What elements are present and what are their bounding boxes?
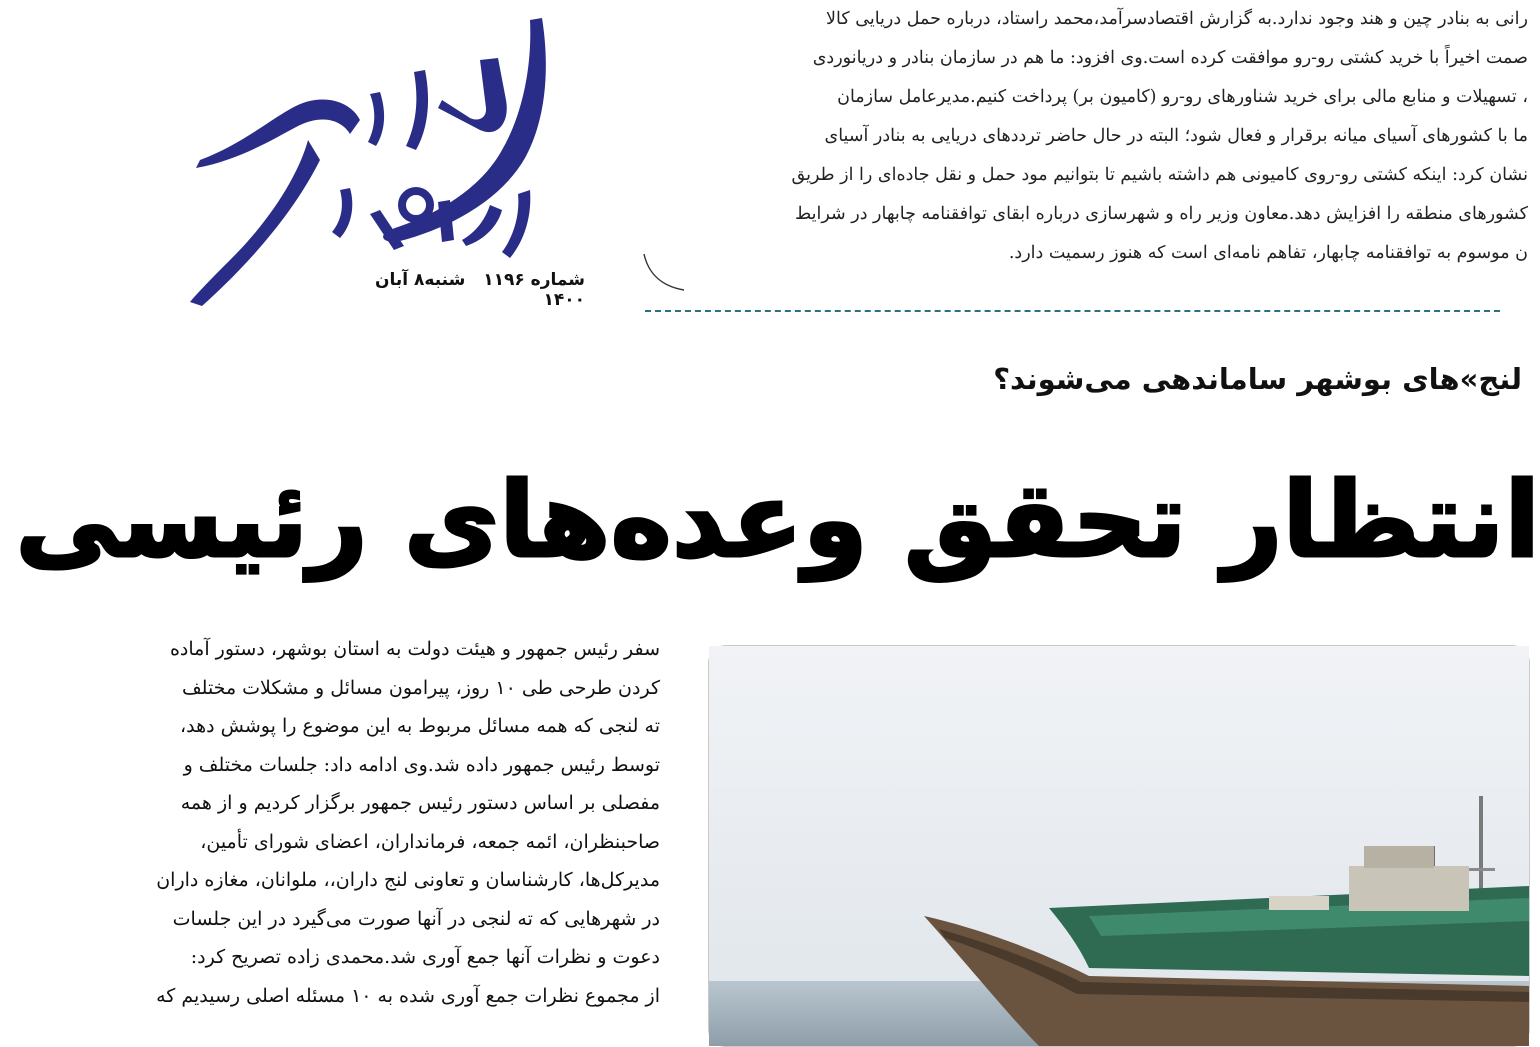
body-line: مدیرکل‌ها، کارشناسان و تعاونی لنج داران،، ملوانان، مغازه داران [156, 869, 660, 891]
article-photo [708, 645, 1530, 1047]
dateline [340, 270, 585, 310]
section-divider [645, 310, 1500, 312]
issue-number: شماره ۱۱۹۶ [483, 270, 585, 290]
kicker-text: لنج»های بوشهر ساماندهی می‌شوند؟ [993, 362, 1522, 396]
article-line: صمت اخیراً با خرید کشتی رو-رو موافقت کرده است.وی افزود: ما هم در سازمان بنادر و دریانوردی [812, 48, 1528, 68]
corner-fold-mark [640, 250, 690, 295]
photo-cargo-dhow [709, 646, 1529, 1046]
kicker [900, 362, 1522, 412]
body-column [65, 630, 660, 1019]
article-line: کشورهای منطقه را افزایش دهد.معاون وزیر راه و شهرسازی درباره ابقای توافقنامه چابهار در شرایط [795, 204, 1528, 224]
top-article [668, 0, 1528, 270]
body-line: در شهرهایی که ته لنجی در آنها صورت می‌گیرد در این جلسات [172, 907, 660, 930]
article-line: ما با کشورهای آسیای میانه برقرار و فعال شود؛ البته در حال حاضر ترددهای دریایی به بنادر آسیای [824, 126, 1528, 146]
issue-date: شنبه۸ آبان ۱۴۰۰ [374, 270, 585, 310]
article-line: رانی به بنادر چین و هند وجود ندارد.به گزارش اقتصادسرآمد،محمد راستاد، درباره حمل دریایی کالا [826, 9, 1528, 29]
body-line: توسط رئیس جمهور داده شد.وی ادامه داد: جلسات مختلف و [183, 753, 660, 776]
body-line: دعوت و نظرات آنها جمع آوری شد.محمدی زاده تصریح کرد: [190, 946, 660, 968]
logo-graphic [180, 0, 550, 310]
body-line: کردن طرحی طی ۱۰ روز، پیرامون مسائل و مشکلات مختلف [181, 676, 660, 699]
body-line: ته لنجی که همه مسائل مربوط به این موضوع را پوشش دهد، [180, 715, 660, 737]
masthead-logo [180, 0, 550, 310]
body-line: مفصلی بر اساس دستور رئیس جمهور برگزار کردیم و از همه [180, 792, 660, 814]
article-line: ن موسوم به توافقنامه چابهار، تفاهم نامه‌ای است که هنوز رسمیت دارد. [1008, 243, 1528, 263]
headline-text: انتظار تحقق وعده‌های رئیسی [15, 459, 1540, 581]
body-line: از مجموع نظرات جمع آوری شده به ۱۰ مسئله اصلی رسیدیم که [156, 984, 660, 1007]
body-line: صاحبنظران، ائمه جمعه، فرمانداران، اعضای شورای تأمین، [200, 830, 660, 853]
article-line: ، تسهیلات و منابع مالی برای خرید شناورهای رو-رو (کامیون بر) پرداخت کنیم.مدیرعامل سازمان [837, 87, 1528, 107]
article-line: نشان کرد: اینکه کشتی رو-روی کامیونی هم داشته باشیم تا بتوانیم مود حمل و نقل جاده‌ای را از طریق [791, 165, 1528, 185]
body-line: سفر رئیس جمهور و هیئت دولت به استان بوشهر، دستور آماده [169, 638, 660, 660]
headline [15, 440, 1540, 610]
